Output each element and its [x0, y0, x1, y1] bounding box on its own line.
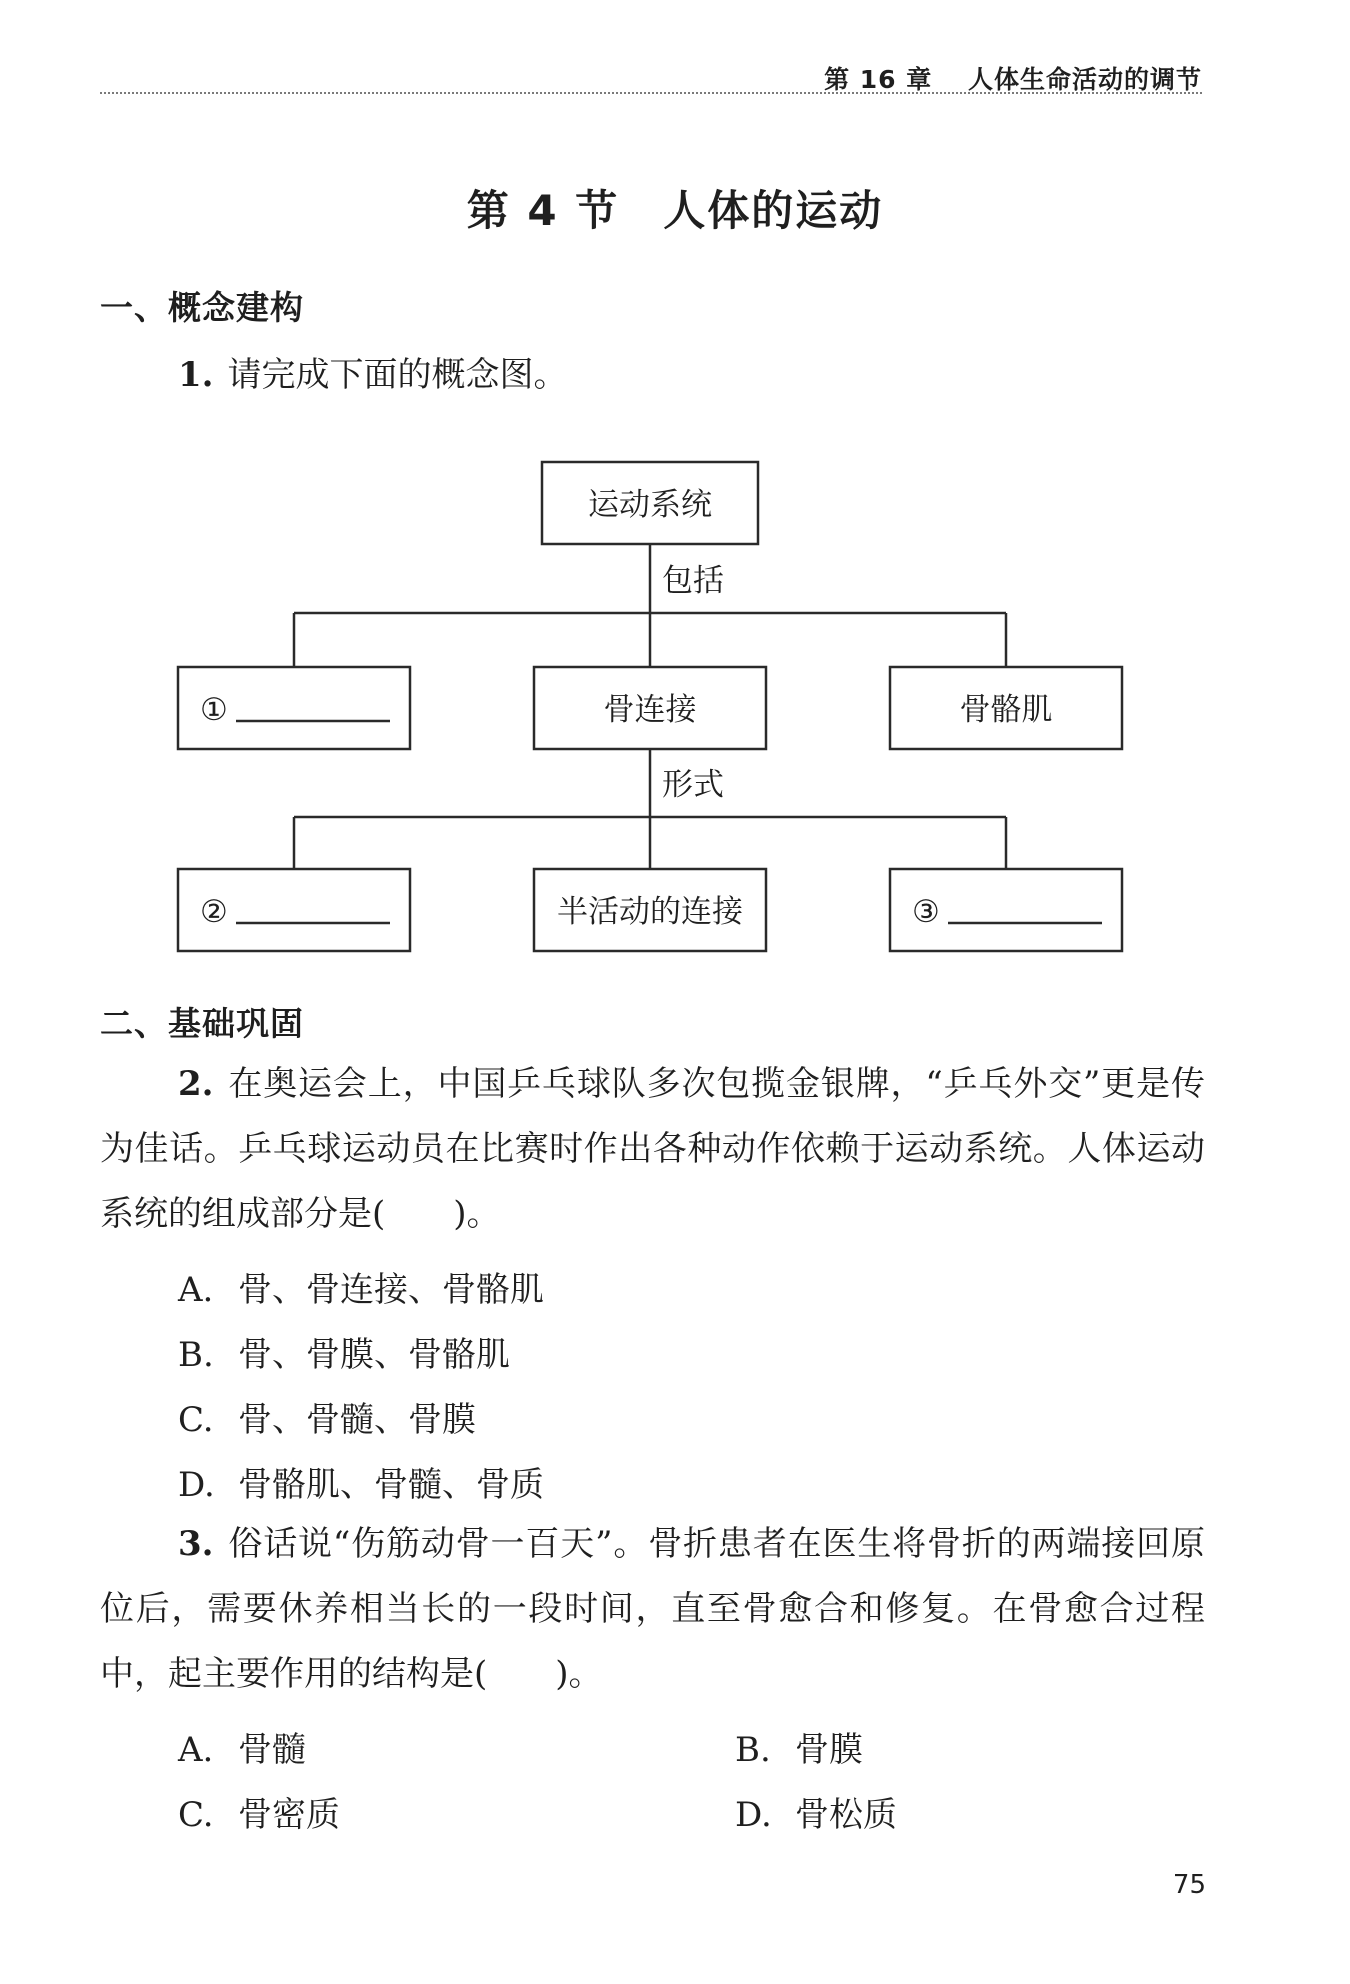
option-letter: A. — [178, 1270, 214, 1310]
chapter-title: 人体生命活动的调节 — [967, 65, 1202, 94]
part-heading-concept: 一、概念建构 — [100, 288, 304, 327]
question-2-stem: 在奥运会上，中国乒乓球队多次包揽金银牌，“乒乓外交”更是传为佳话。乒乓球运动员在比赛时作出各种动作依赖于运动系统。人体运动系统的组成部分是( )。 — [100, 1064, 1205, 1234]
option-text: 骨髓 — [238, 1730, 306, 1770]
question-3-option-c — [178, 1787, 340, 1836]
concept-root-label: 运动系统 — [588, 487, 712, 523]
question-2-option-c — [178, 1392, 476, 1441]
running-header — [818, 60, 1202, 96]
question-3-stem: 俗话说“伤筋动骨一百天”。骨折患者在医生将骨折的两端接回原位后，需要休养相当长的一段时间，直至骨愈合和修复。在骨愈合过程中，起主要作用的结构是( )。 — [100, 1524, 1205, 1694]
option-text: 骨密质 — [238, 1795, 340, 1835]
question-3-option-d — [735, 1787, 897, 1836]
option-text: 骨、骨髓、骨膜 — [238, 1400, 476, 1440]
question-3-option-a — [178, 1722, 306, 1771]
concept-box-semi-movable — [534, 869, 766, 951]
question-2 — [100, 1052, 1205, 1247]
question-1-text: 请完成下面的概念图。 — [227, 355, 568, 395]
link-label-includes: 包括 — [662, 563, 724, 599]
concept-joint-label: 骨连接 — [603, 692, 697, 728]
page-number: 75 — [1172, 1870, 1206, 1900]
question-2-number: 2. — [178, 1064, 214, 1104]
concept-muscle-label: 骨骼肌 — [959, 692, 1053, 728]
concept-box-root — [542, 462, 758, 544]
chapter-number: 第 16 章 — [824, 65, 933, 94]
question-3-option-b — [735, 1722, 863, 1771]
question-1-number: 1. — [178, 355, 214, 395]
concept-box-blank-1 — [178, 667, 410, 749]
concept-box-blank-2 — [178, 869, 410, 951]
blank-marker-1: ① — [200, 692, 228, 728]
part-heading-basics: 二、基础巩固 — [100, 1004, 304, 1043]
concept-semi-movable-label: 半活动的连接 — [557, 894, 743, 930]
question-3 — [100, 1512, 1205, 1707]
option-letter: D. — [178, 1465, 215, 1505]
option-text: 骨、骨连接、骨骼肌 — [238, 1270, 544, 1310]
question-2-option-d — [178, 1457, 544, 1506]
question-3-number: 3. — [178, 1524, 214, 1564]
option-letter: C. — [178, 1795, 214, 1835]
blank-marker-2: ② — [200, 894, 228, 930]
concept-box-blank-3 — [890, 869, 1122, 951]
option-text: 骨膜 — [795, 1730, 863, 1770]
link-label-forms: 形式 — [662, 767, 724, 803]
option-text: 骨松质 — [795, 1795, 897, 1835]
option-text: 骨骼肌、骨髓、骨质 — [238, 1465, 544, 1505]
section-title: 第 4 节 人体的运动 — [466, 186, 884, 235]
question-1 — [178, 347, 568, 396]
header-dotted-rule — [100, 92, 1202, 94]
concept-box-muscle — [890, 667, 1122, 749]
option-letter: B. — [735, 1730, 771, 1770]
question-2-option-b — [178, 1327, 510, 1376]
option-text: 骨、骨膜、骨骼肌 — [238, 1335, 510, 1375]
question-2-option-a — [178, 1262, 544, 1311]
option-letter: A. — [178, 1730, 214, 1770]
option-letter: C. — [178, 1400, 214, 1440]
concept-box-joint — [534, 667, 766, 749]
option-letter: D. — [735, 1795, 772, 1835]
blank-marker-3: ③ — [912, 894, 940, 930]
option-letter: B. — [178, 1335, 214, 1375]
